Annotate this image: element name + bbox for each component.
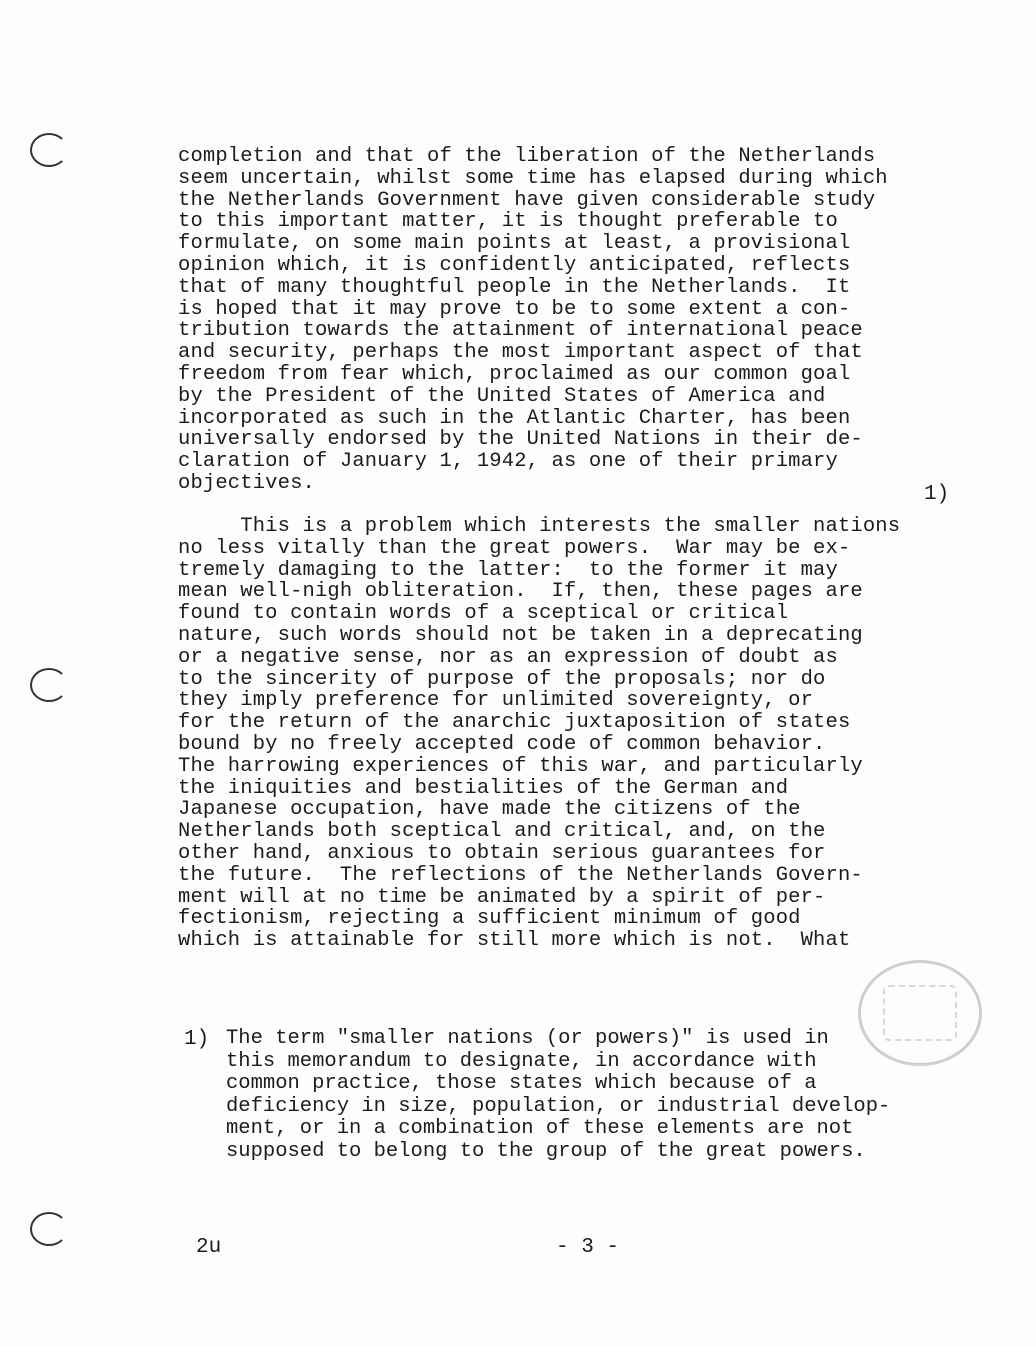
text-line: objectives. <box>178 471 315 495</box>
paragraph-1 <box>178 146 888 495</box>
footnote-reference: 1) <box>924 483 950 506</box>
text-line: other hand, anxious to obtain serious guarantees for <box>178 841 826 865</box>
text-line: no less vitally than the great powers. War may be ex- <box>178 536 851 560</box>
stamp-seal-icon <box>883 985 957 1041</box>
text-line: nature, such words should not be taken in a deprecating <box>178 623 863 647</box>
text-line: claration of January 1, 1942, as one of their primary <box>178 450 838 474</box>
footnote <box>226 1028 890 1164</box>
text-line: which is attainable for still more which is not. What <box>178 929 851 953</box>
bottom-left-mark: 2u <box>196 1236 222 1259</box>
text-line: fectionism, rejecting a sufficient minimum of good <box>178 907 801 931</box>
binder-hole-top <box>30 133 68 167</box>
text-line: The harrowing experiences of this war, and particularly <box>178 754 863 778</box>
text-line: Netherlands both sceptical and critical, and, on the <box>178 820 826 844</box>
text-line: freedom from fear which, proclaimed as our common goal <box>178 362 851 386</box>
text-line: for the return of the anarchic juxtaposition of states <box>178 711 851 735</box>
text-line: mean well-nigh obliteration. If, then, these pages are <box>178 580 863 604</box>
paragraph-2 <box>178 516 900 952</box>
text-line: and security, perhaps the most important aspect of that <box>178 341 863 365</box>
binder-hole-bottom <box>30 1212 68 1246</box>
text-line: incorporated as such in the Atlantic Charter, has been <box>178 406 851 430</box>
text-line: found to contain words of a sceptical or critical <box>178 602 789 626</box>
text-line: to the sincerity of purpose of the proposals; nor do <box>178 667 826 691</box>
text-line: the future. The reflections of the Netherlands Govern- <box>178 863 863 887</box>
page-number: - 3 - <box>556 1236 620 1259</box>
text-line: seem uncertain, whilst some time has elapsed during which <box>178 166 888 190</box>
text-line: the iniquities and bestialities of the German and <box>178 776 789 800</box>
text-line: universally endorsed by the United Nations in their de- <box>178 428 863 452</box>
footnote-line: common practice, those states which because of a <box>226 1072 817 1096</box>
text-line: opinion which, it is confidently anticipated, reflects <box>178 253 851 277</box>
text-line: by the President of the United States of America and <box>178 384 826 408</box>
footnote-line: deficiency in size, population, or industrial develop- <box>226 1094 891 1118</box>
text-line: This is a problem which interests the smaller nations <box>178 515 901 538</box>
text-line: is hoped that it may prove to be to some extent a con- <box>178 297 851 321</box>
binder-hole-middle <box>30 668 68 702</box>
text-line: bound by no freely accepted code of common behavior. <box>178 732 826 756</box>
text-line: they imply preference for unlimited sovereignty, or <box>178 689 814 713</box>
text-line: or a negative sense, nor as an expression of doubt as <box>178 645 838 669</box>
text-line: formulate, on some main points at least, a provisional <box>178 232 851 256</box>
text-line: completion and that of the liberation of the Netherlands <box>178 145 876 168</box>
text-line: ment will at no time be animated by a spirit of per- <box>178 885 826 909</box>
footnote-line: supposed to belong to the group of the great powers. <box>226 1139 866 1163</box>
text-line: to this important matter, it is thought preferable to <box>178 210 838 234</box>
text-line: Japanese occupation, have made the citizens of the <box>178 798 801 822</box>
text-line: the Netherlands Government have given considerable study <box>178 188 876 212</box>
text-line: tribution towards the attainment of international peace <box>178 319 863 343</box>
footnote-marker: 1) <box>184 1028 210 1051</box>
footnote-line: The term "smaller nations (or powers)" is used in <box>226 1027 829 1050</box>
text-line: that of many thoughtful people in the Netherlands. It <box>178 275 851 299</box>
footnote-line: this memorandum to designate, in accordance with <box>226 1049 817 1073</box>
footnote-line: ment, or in a combination of these elements are not <box>226 1117 854 1141</box>
text-line: tremely damaging to the latter: to the former it may <box>178 558 838 582</box>
